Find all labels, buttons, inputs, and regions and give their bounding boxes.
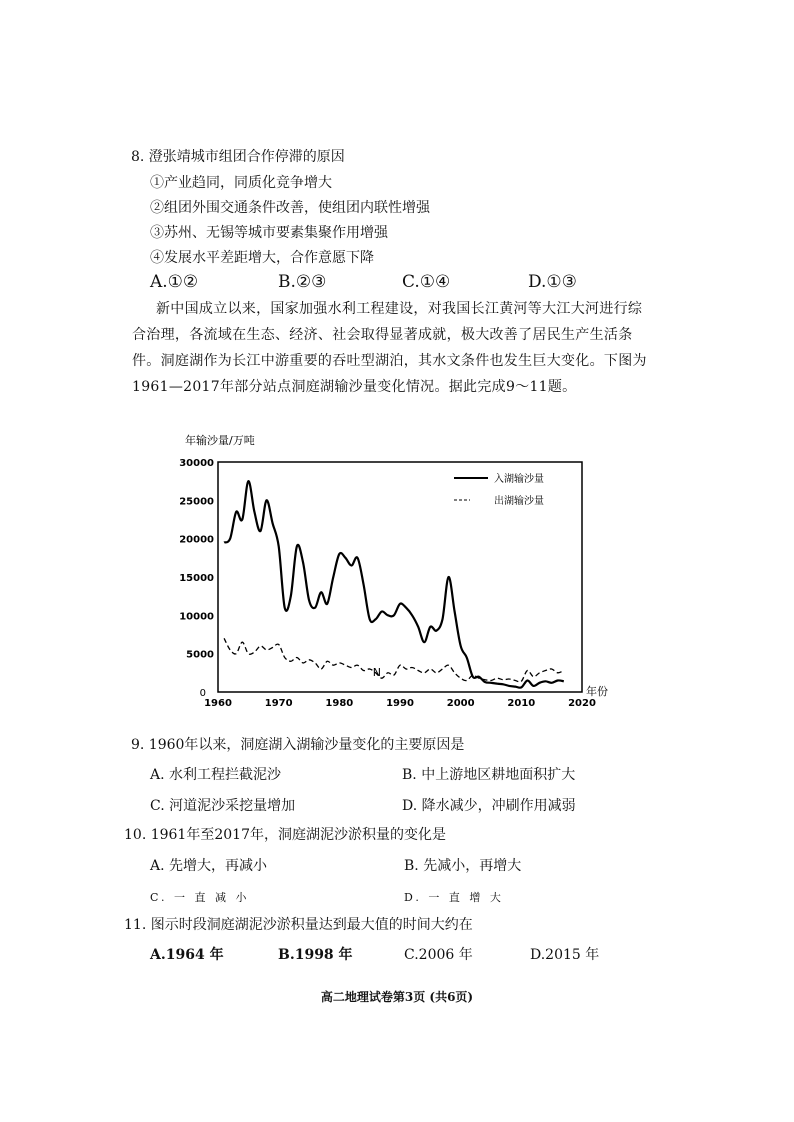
q11-stem: 11. 图示时段洞庭湖泥沙淤积量达到最大值的时间大约在 bbox=[124, 917, 473, 933]
q11-option-b: B.1998 年 bbox=[278, 947, 353, 963]
series-lines bbox=[224, 481, 564, 688]
y-tick-label: 15000 bbox=[179, 573, 214, 584]
y-tick-label: 20000 bbox=[179, 534, 214, 546]
intro-paragraph: 新中国成立以来，国家加强水利工程建设，对我国长江黄河等大江大河进行综合治理，各流域在生态、经济、社会取得显著成就，极大改善了居民生产生活条件。洞庭湖作为长江中游重要的吞吐型湖泊，其水文条件也发生巨大变化。下图为1961—2017年部分站点洞庭湖输沙量变化情况。据此完成9～11题。 bbox=[132, 301, 647, 395]
x-tick-label: 1960 bbox=[204, 698, 232, 709]
q11-option-d: D.2015 年 bbox=[530, 947, 600, 963]
x-tick-label: 2020 bbox=[568, 698, 596, 709]
q10-option-a: A. 先增大，再减小 bbox=[150, 858, 268, 874]
q8-option-a: A.①② bbox=[150, 272, 199, 292]
q10-option-d: D. 一 直 增 大 bbox=[404, 891, 504, 904]
q10-option-c: C. 一 直 减 小 bbox=[150, 891, 250, 904]
x-axis-label: 年份 bbox=[586, 685, 608, 698]
legend bbox=[454, 472, 544, 507]
q9-stem: 9. 1960年以来，洞庭湖入湖输沙量变化的主要原因是 bbox=[131, 737, 465, 753]
series-line-outflow bbox=[224, 638, 564, 682]
legend-label-inflow: 入湖输沙量 bbox=[494, 474, 544, 485]
q8-option-b: B.②③ bbox=[278, 272, 327, 292]
q8-item-4: ④发展水平差距增大，合作意愿下降 bbox=[150, 250, 374, 266]
series-line-inflow bbox=[224, 481, 564, 688]
q10-option-b: B. 先减小，再增大 bbox=[404, 858, 522, 874]
q8-item-1: ①产业趋同，同质化竞争增大 bbox=[150, 175, 332, 191]
q9-option-b: B. 中上游地区耕地面积扩大 bbox=[402, 767, 576, 783]
q11-option-a: A.1964 年 bbox=[150, 947, 224, 963]
legend-label-outflow: 出湖输沙量 bbox=[494, 496, 544, 507]
sediment-line-chart bbox=[170, 430, 630, 710]
y-tick-label: 0 bbox=[199, 688, 206, 699]
q11-option-c: C.2006 年 bbox=[404, 947, 473, 963]
x-tick-label: 1980 bbox=[325, 698, 354, 709]
q8-option-d: D.①③ bbox=[528, 272, 577, 292]
q8-stem: 8. 澄张靖城市组团合作停滞的原因 bbox=[131, 149, 345, 165]
x-tick-label: 1990 bbox=[386, 698, 414, 709]
annotation-n: N bbox=[372, 665, 381, 679]
q9-option-a: A. 水利工程拦截泥沙 bbox=[150, 767, 282, 783]
q8-item-2: ②组团外围交通条件改善，使组团内联性增强 bbox=[150, 200, 430, 216]
q9-option-c: C. 河道泥沙采挖量增加 bbox=[150, 798, 296, 814]
page-footer: 高二地理试卷第3页 (共6页) bbox=[320, 990, 474, 1004]
x-tick-label: 2010 bbox=[507, 698, 536, 709]
y-tick-label: 25000 bbox=[179, 496, 214, 508]
q8-item-3: ③苏州、无锡等城市要素集聚作用增强 bbox=[150, 225, 388, 241]
x-tick-label: 2000 bbox=[446, 698, 475, 709]
q8-option-c: C.①④ bbox=[402, 272, 451, 292]
y-tick-label: 10000 bbox=[179, 611, 214, 623]
q10-stem: 10. 1961年至2017年，洞庭湖泥沙淤积量的变化是 bbox=[124, 827, 446, 843]
x-tick-label: 1970 bbox=[264, 698, 293, 709]
q9-option-d: D. 降水减少，冲刷作用减弱 bbox=[402, 798, 576, 814]
y-axis-label: 年输沙量/万吨 bbox=[185, 434, 255, 447]
y-tick-label: 30000 bbox=[179, 458, 214, 469]
y-tick-label: 5000 bbox=[186, 649, 214, 661]
